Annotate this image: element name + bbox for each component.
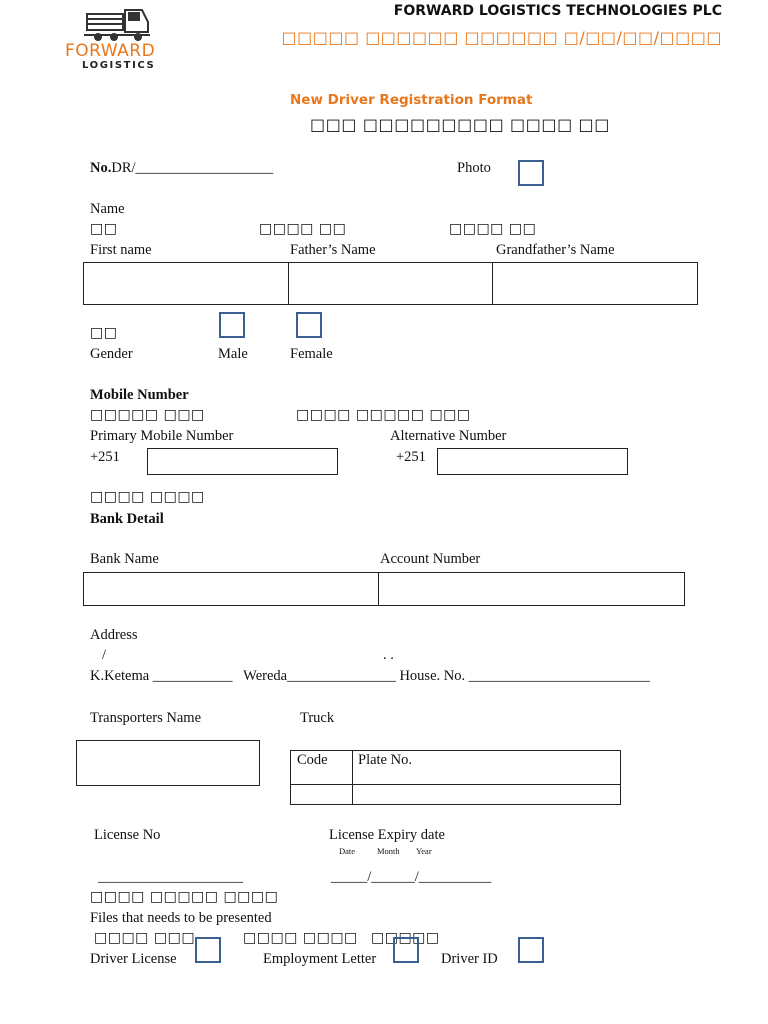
license-expiry-label: License Expiry date [329, 827, 445, 843]
account-number-label: Account Number [380, 551, 481, 567]
male-label: Male [218, 346, 248, 362]
number-label: No. [90, 160, 112, 176]
mobile-title: Mobile Number [90, 387, 189, 403]
address-label: Address [90, 627, 138, 643]
code-header: Code [297, 752, 328, 768]
gender-label: Gender [90, 346, 133, 362]
male-checkbox[interactable] [219, 312, 245, 338]
number-field[interactable]: DR/___________________ [111, 160, 274, 176]
truck-icon [84, 2, 154, 44]
name-label: Name [90, 201, 125, 217]
company-logo [62, 2, 172, 72]
address-slash: / [102, 647, 107, 663]
bank-amharic: □□□□ □□□□ [90, 489, 205, 505]
form-title-amharic: □□□ □□□□□□□□□ □□□□ □□ [310, 115, 610, 134]
primary-mobile-input[interactable] [147, 448, 338, 475]
employment-letter-label: Employment Letter [263, 951, 377, 967]
transporter-name-input[interactable] [76, 740, 260, 786]
photo-label: Photo [457, 160, 491, 176]
company-name: FORWARD LOGISTICS TECHNOLOGIES PLC [393, 3, 722, 19]
first-name-label: First name [90, 242, 152, 258]
first-name-input[interactable] [83, 262, 289, 305]
father-name-label: Father’s Name [290, 242, 376, 258]
primary-mobile-label: Primary Mobile Number [90, 428, 234, 444]
alternative-mobile-input[interactable] [437, 448, 628, 475]
license-number-label: License No [94, 827, 161, 843]
driver-license-amharic: □□□□ □□□ [94, 930, 196, 946]
date-hint: Date [339, 846, 356, 856]
plate-header: Plate No. [358, 752, 412, 768]
registration-number [90, 160, 273, 177]
father-name-input[interactable] [288, 262, 493, 305]
logo-brand: FORWARD [65, 41, 156, 61]
license-expiry-field[interactable]: _____/______/__________ [331, 869, 492, 885]
driver-id-amharic: □□□□□ [371, 930, 440, 946]
alternative-mobile-amharic: □□□□ □□□□□ □□□ [296, 407, 471, 423]
month-hint: Month [377, 846, 400, 856]
company-name-amharic: □□□□□ □□□□□□ □□□□□□ □/□□/□□/□□□□ [281, 28, 722, 47]
transporter-name-label: Transporters Name [90, 710, 202, 726]
alternative-mobile-label: Alternative Number [390, 428, 507, 444]
gender-amharic: □□ [90, 325, 118, 341]
bank-name-label: Bank Name [90, 551, 159, 567]
bank-title: Bank Detail [90, 511, 164, 527]
plate-header-cell [352, 751, 620, 785]
form-title: New Driver Registration Format [290, 92, 533, 108]
code-input-cell[interactable] [291, 784, 353, 804]
employment-letter-checkbox[interactable] [393, 937, 419, 963]
truck-table [290, 750, 621, 805]
account-number-input[interactable] [378, 572, 685, 606]
employment-letter-amharic: □□□□ □□□□ [243, 930, 358, 946]
female-label: Female [290, 346, 333, 362]
driver-license-label: Driver License [90, 951, 177, 967]
files-title: Files that needs to be presented [90, 910, 272, 926]
alternative-country-code: +251 [396, 449, 426, 465]
driver-id-label: Driver ID [441, 951, 498, 967]
female-checkbox[interactable] [296, 312, 322, 338]
bank-name-input[interactable] [83, 572, 379, 606]
father-name-amharic: □□□□ □□ [259, 221, 347, 237]
code-header-cell [291, 751, 353, 785]
address-dots: . . [383, 647, 394, 663]
address-line[interactable]: K.Ketema ___________ Wereda_______________ House. No. _________________________ [90, 668, 650, 684]
primary-country-code: +251 [90, 449, 120, 465]
grandfather-name-input[interactable] [492, 262, 698, 305]
grandfather-name-amharic: □□□□ □□ [449, 221, 537, 237]
logo-sub: LOGISTICS [82, 60, 156, 71]
truck-label: Truck [300, 710, 335, 726]
photo-checkbox[interactable] [518, 160, 544, 186]
primary-mobile-amharic: □□□□□ □□□ [90, 407, 205, 423]
year-hint: Year [416, 846, 432, 856]
grandfather-name-label: Grandfather’s Name [496, 242, 615, 258]
license-number-field[interactable]: ____________________ [98, 869, 243, 885]
first-name-amharic: □□ [90, 221, 118, 237]
driver-license-checkbox[interactable] [195, 937, 221, 963]
driver-id-checkbox[interactable] [518, 937, 544, 963]
files-amharic: □□□□ □□□□□ □□□□ [90, 889, 279, 905]
plate-input-cell[interactable] [352, 784, 620, 804]
